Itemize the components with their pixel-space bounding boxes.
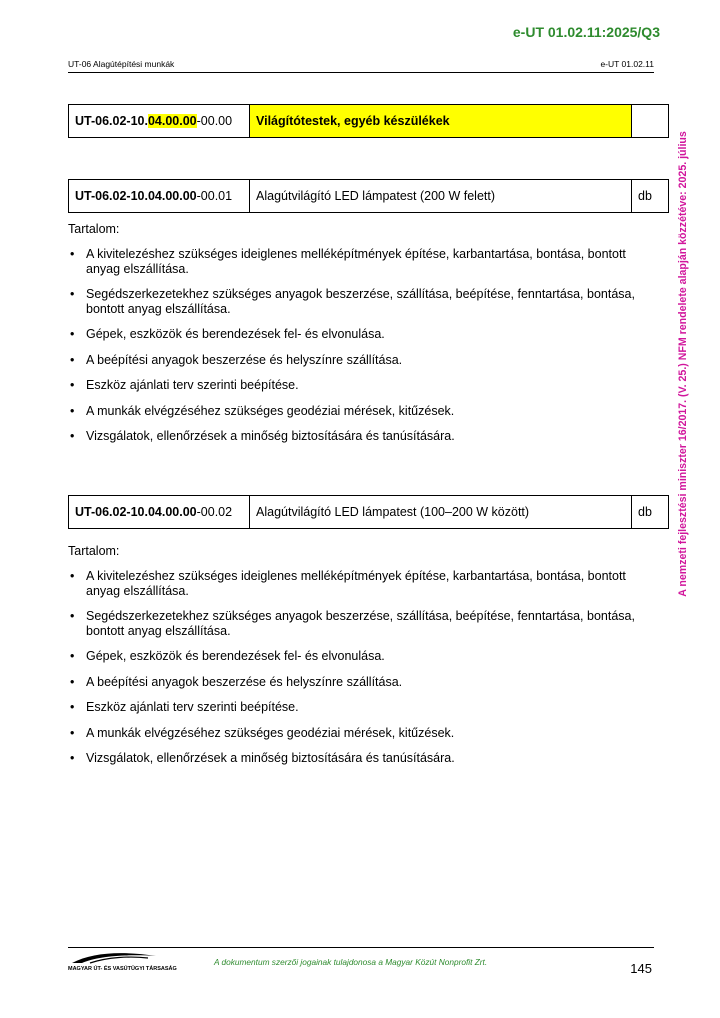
section-title: UT-06 Alagútépítési munkák [68, 59, 175, 69]
bullet-list [68, 247, 648, 444]
list-item: • A munkák elvégzéséhez szükséges geodéziai mérések, kitűzések. [68, 404, 648, 419]
side-publication-note [672, 96, 694, 632]
item-unit-cell: db [632, 180, 669, 213]
item-code-cell [69, 105, 250, 138]
list-item: • A kivitelezéshez szükséges ideiglenes melléképítmények építése, karbantartása, bontása, bontott anyag elszállítása. [68, 569, 648, 598]
list-item: • Vizsgálatok, ellenőrzések a minőség biztosítására és tanúsítására. [68, 429, 648, 444]
list-item: • Segédszerkezetekhez szükséges anyagok beszerzése, szállítása, beépítése, fenntartása, bontása, bontott anyag elszállítása. [68, 609, 648, 638]
list-item: • Eszköz ajánlati terv szerinti beépítése. [68, 700, 648, 715]
item-table-1 [68, 179, 669, 213]
page-number: 145 [630, 961, 652, 976]
side-note-text: A nemzeti fejlesztési miniszter 16/2017. (V. 25.) NFM rendelete alapján közzétéve: 2025. július [677, 131, 689, 597]
content-label: Tartalom: [68, 544, 120, 558]
item-title-cell: Világítótestek, egyéb készülékek [250, 105, 632, 138]
bullet-list [68, 569, 648, 766]
document-code: e-UT 01.02.11:2025/Q3 [512, 24, 660, 40]
list-item: • A munkák elvégzéséhez szükséges geodéziai mérések, kitűzések. [68, 726, 648, 741]
item-unit-cell [632, 105, 669, 138]
list-item: • Gépek, eszközök és berendezések fel- és elvonulása. [68, 649, 648, 664]
content-section-1 [68, 222, 648, 455]
running-header [68, 59, 654, 73]
item-code-cell [69, 180, 250, 213]
list-item: • A beépítési anyagok beszerzése és helyszínre szállítása. [68, 675, 648, 690]
document-reference: e-UT 01.02.11 [600, 59, 654, 69]
list-item: • Eszköz ajánlati terv szerinti beépítése. [68, 378, 648, 393]
code-highlight: 04.00.00 [147, 114, 197, 128]
list-item: • Segédszerkezetekhez szükséges anyagok beszerzése, szállítása, beépítése, fenntartása, bontása, bontott anyag elszállítása. [68, 287, 648, 316]
code-rest: -00.01 [196, 189, 233, 203]
item-code-cell [69, 496, 250, 529]
code-rest: -00.02 [196, 505, 233, 519]
footer-divider [68, 947, 654, 948]
list-item: • Gépek, eszközök és berendezések fel- és elvonulása. [68, 327, 648, 342]
table-row [69, 496, 669, 529]
content-section-2 [68, 544, 648, 777]
item-table-2 [68, 495, 669, 529]
society-logo [68, 950, 177, 972]
code-bold: UT-06.02-10.04.00.00 [75, 189, 197, 203]
item-title-cell: Alagútvilágító LED lámpatest (200 W felett) [250, 180, 632, 213]
list-item: • A kivitelezéshez szükséges ideiglenes melléképítmények építése, karbantartása, bontása, bontott anyag elszállítása. [68, 247, 648, 276]
copyright-notice: A dokumentum szerzői jogainak tulajdonosa a Magyar Közút Nonprofit Zrt. [214, 957, 488, 967]
table-row [69, 105, 669, 138]
list-item: • A beépítési anyagok beszerzése és helyszínre szállítása. [68, 353, 648, 368]
item-title-cell: Alagútvilágító LED lámpatest (100–200 W között) [250, 496, 632, 529]
code-suffix: -00.00 [196, 114, 233, 128]
code-bold: UT-06.02-10.04.00.00 [75, 505, 197, 519]
list-item: • Vizsgálatok, ellenőrzések a minőség biztosítására és tanúsítására. [68, 751, 648, 766]
logo-swoosh-icon [68, 950, 160, 964]
table-row [69, 180, 669, 213]
main-item-table [68, 104, 669, 138]
logo-text: MAGYAR ÚT- ÉS VASÚTÜGYI TÁRSASÁG [68, 966, 177, 972]
code-prefix: UT-06.02-10. [75, 114, 148, 128]
item-unit-cell: db [632, 496, 669, 529]
content-label: Tartalom: [68, 222, 120, 236]
